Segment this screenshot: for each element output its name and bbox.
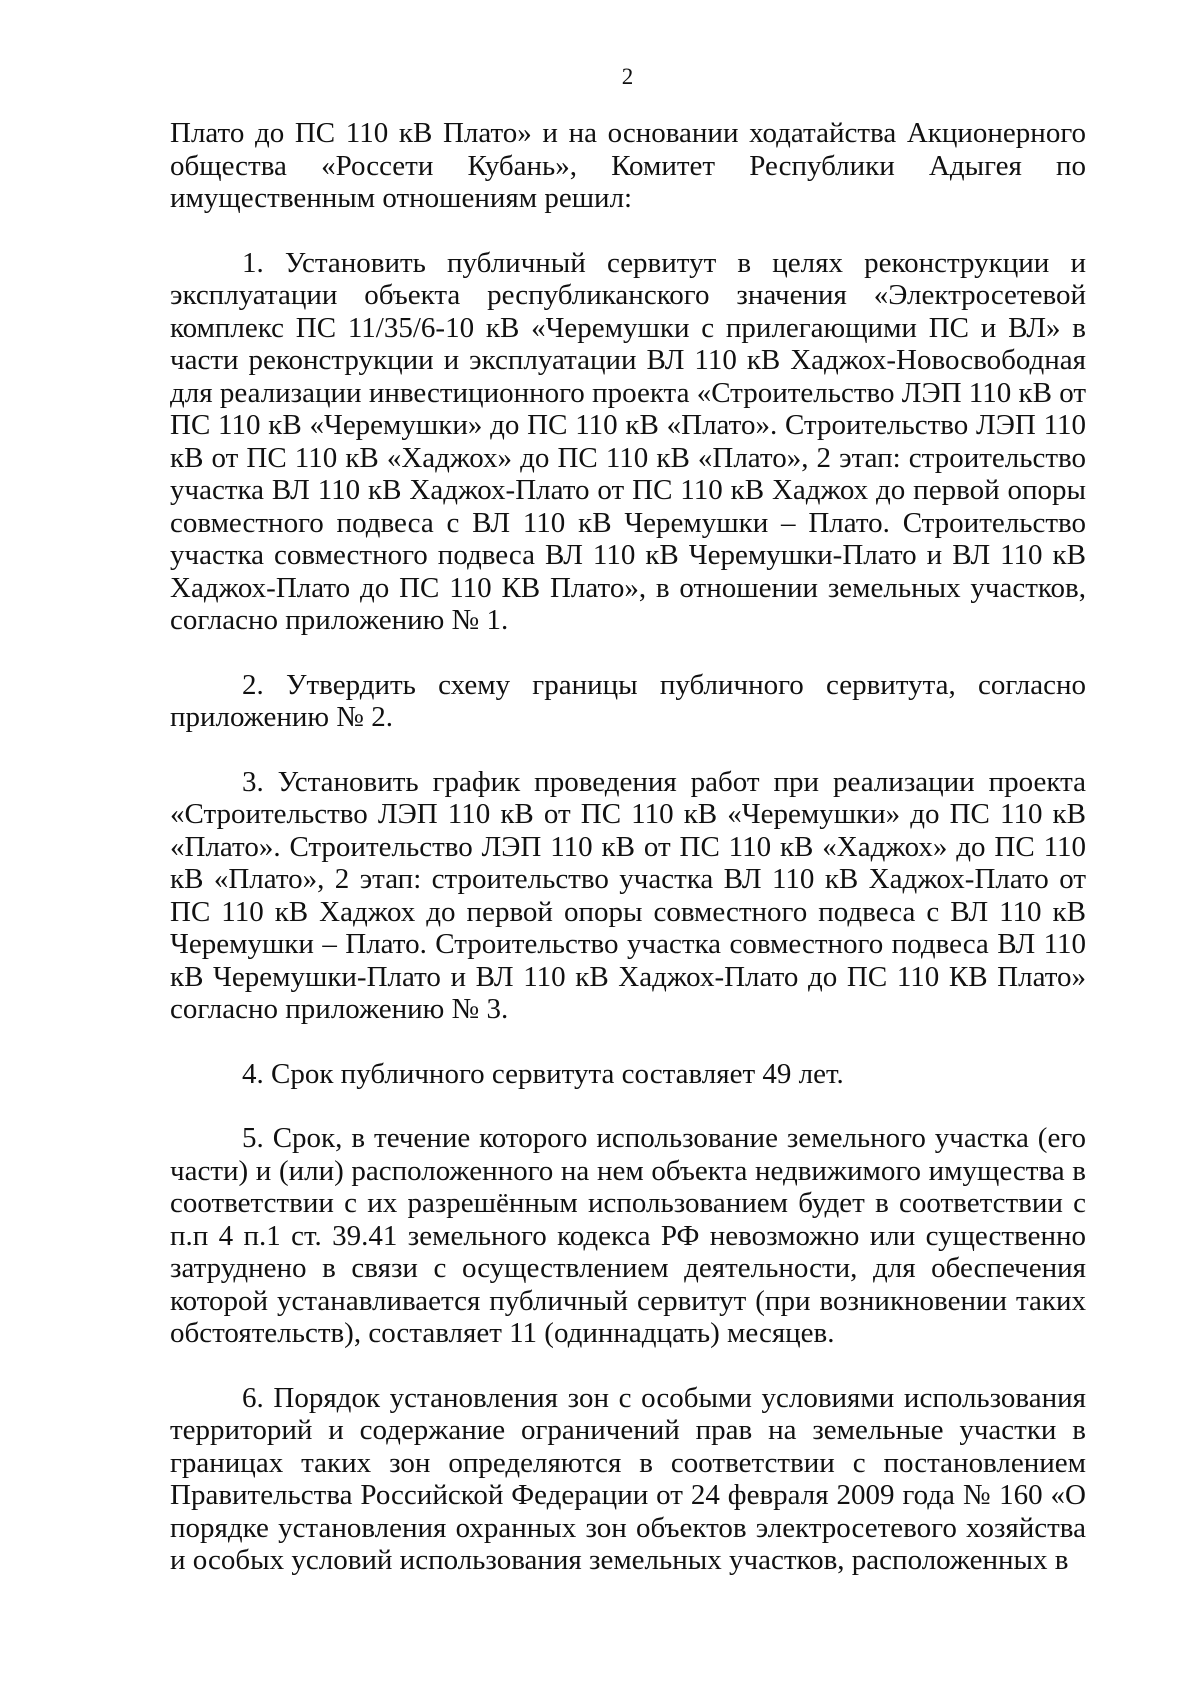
item-3-paragraph: 3. Установить график проведения работ при реализации проекта «Строительство ЛЭП 110 кВ от ПС 110 кВ «Черемушки» до ПС 110 кВ «Плато». Строительство ЛЭП 110 кВ от ПС 110 кВ «Хаджох» до ПС 110 кВ «Плато», 2 этап: строительство участка ВЛ 110 кВ Хаджох-Плато от ПС 110 кВ Хаджох до первой опоры совместного подвеса с ВЛ 110 кВ Черемушки – Плато. Строительство участка совместного подвеса ВЛ 110 кВ Черемушки-Плато и ВЛ 110 кВ Хаджох-Плато до ПС 110 КВ Плато» согласно приложению № 3. — [170, 765, 1086, 1025]
paragraph-gap — [170, 215, 1086, 247]
intro-paragraph: Плато до ПС 110 кВ Плато» и на основании ходатайства Акционерного общества «Россети Кубань», Комитет Республики Адыгея по имущественным отношениям решил: — [170, 117, 1086, 214]
paragraph-gap — [170, 1090, 1086, 1122]
item-2-paragraph: 2. Утвердить схему границы публичного сервитута, согласно приложению № 2. — [170, 668, 1086, 733]
item-5-paragraph: 5. Срок, в течение которого использование земельного участка (его части) и (или) расположенного на нем объекта недвижимого имущества в соответствии с их разрешённым использованием будет в соответствии с п.п 4 п.1 ст. 39.41 земельного кодекса РФ невозможно или существенно затруднено в связи с осуществлением деятельности, для обеспечения которой устанавливается публичный сервитут (при возникновении таких обстоятельств), составляет 11 (одиннадцать) месяцев. — [170, 1122, 1086, 1349]
paragraph-gap — [170, 1026, 1086, 1058]
item-1-paragraph: 1. Установить публичный сервитут в целях реконструкции и эксплуатации объекта республиканского значения «Электросетевой комплекс ПС 11/35/6-10 кВ «Черемушки с прилегающими ПС и ВЛ» в части реконструкции и эксплуатации ВЛ 110 кВ Хаджох-Новосвободная для реализации инвестиционного проекта «Строительство ЛЭП 110 кВ от ПС 110 кВ «Черемушки» до ПС 110 кВ «Плато». Строительство ЛЭП 110 кВ от ПС 110 кВ «Хаджох» до ПС 110 кВ «Плато», 2 этап: строительство участка ВЛ 110 кВ Хаджох-Плато от ПС 110 кВ Хаджох до первой опоры совместного подвеса с ВЛ 110 кВ Черемушки – Плато. Строительство участка совместного подвеса ВЛ 110 кВ Черемушки-Плато и ВЛ 110 кВ Хаджох-Плато до ПС 110 КВ Плато», в отношении земельных участков, согласно приложению № 1. — [170, 246, 1086, 636]
paragraph-gap — [170, 1350, 1086, 1382]
paragraph-gap — [170, 637, 1086, 669]
paragraph-gap — [170, 734, 1086, 766]
item-4-paragraph: 4. Срок публичного сервитута составляет 49 лет. — [242, 1057, 844, 1090]
page-number: 2 — [621, 64, 634, 89]
item-6-paragraph: 6. Порядок установления зон с особыми условиями использования территорий и содержание ограничений прав на земельные участки в границах таких зон определяются в соответствии с постановлением Правительства Российской Федерации от 24 февраля 2009 года № 160 «О порядке установления охранных зон объектов электросетевого хозяйства и особых условий использования земельных участков, расположенных в — [170, 1381, 1086, 1576]
document-body — [170, 117, 1086, 1577]
